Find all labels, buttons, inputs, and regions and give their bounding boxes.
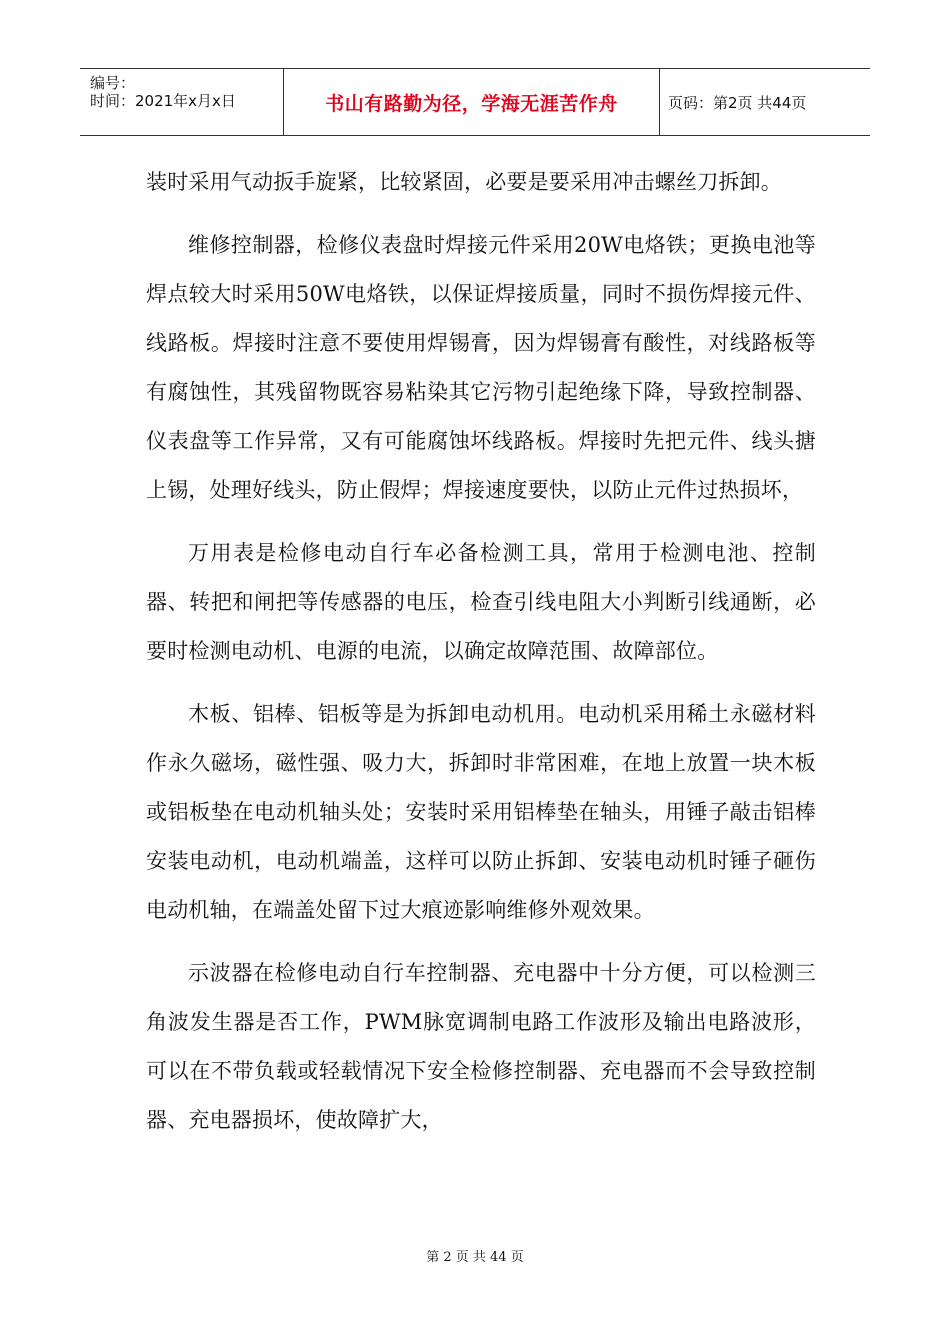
header-motto-cell — [283, 69, 660, 135]
header-motto: 书山有路勤为径，学海无涯苦作舟 — [325, 92, 618, 115]
header-meta — [80, 69, 283, 135]
footer-page-number: 第 2 页 共 44 页 — [426, 1250, 524, 1265]
paragraph: 维修控制器，检修仪表盘时焊接元件采用20W电烙铁；更换电池等焊点较大时采用50W电烙铁，以保证焊接质量，同时不损伤焊接元件、线路板。焊接时注意不要使用焊锡膏，因为焊锡膏有酸性，对线路板等有腐蚀性，其残留物既容易粘染其它污物引起绝缘下降，导致控制器、仪表盘等工作异常，又有可能腐蚀坏线路板。焊接时先把元件、线头搪上锡，处理好线头，防止假焊；焊接速度要快，以防止元件过热损坏， — [146, 233, 816, 502]
paragraph: 木板、铝棒、铝板等是为拆卸电动机用。电动机采用稀土永磁材料作永久磁场，磁性强、吸力大，拆卸时非常困难，在地上放置一块木板或铝板垫在电动机轴头处；安装时采用铝棒垫在轴头，用锤子敲击铝棒安装电动机，电动机端盖，这样可以防止拆卸、安装电动机时锤子砸伤电动机轴，在端盖处留下过大痕迹影响维修外观效果。 — [146, 702, 816, 922]
document-body — [146, 158, 816, 1159]
document-time-label: 时间：2021年x月x日 — [90, 92, 236, 110]
paragraph: 示波器在检修电动自行车控制器、充电器中十分方便，可以检测三角波发生器是否工作，PWM脉宽调制电路工作波形及输出电路波形，可以在不带负载或轻载情况下安全检修控制器、充电器而不会导致控制器、充电器损坏，使故障扩大， — [146, 961, 816, 1132]
page-footer — [0, 1246, 950, 1265]
header-page-cell — [660, 69, 870, 135]
header-page-info: 页码：第2页 共44页 — [668, 93, 807, 112]
paragraph: 万用表是检修电动自行车必备检测工具，常用于检测电池、控制器、转把和闸把等传感器的电压，检查引线电阻大小判断引线通断，必要时检测电动机、电源的电流，以确定故障范围、故障部位。 — [146, 541, 816, 663]
page-header — [80, 68, 870, 136]
paragraph: 装时采用气动扳手旋紧，比较紧固，必要是要采用冲击螺丝刀拆卸。 — [146, 170, 782, 194]
document-number-label: 编号： — [90, 74, 136, 92]
